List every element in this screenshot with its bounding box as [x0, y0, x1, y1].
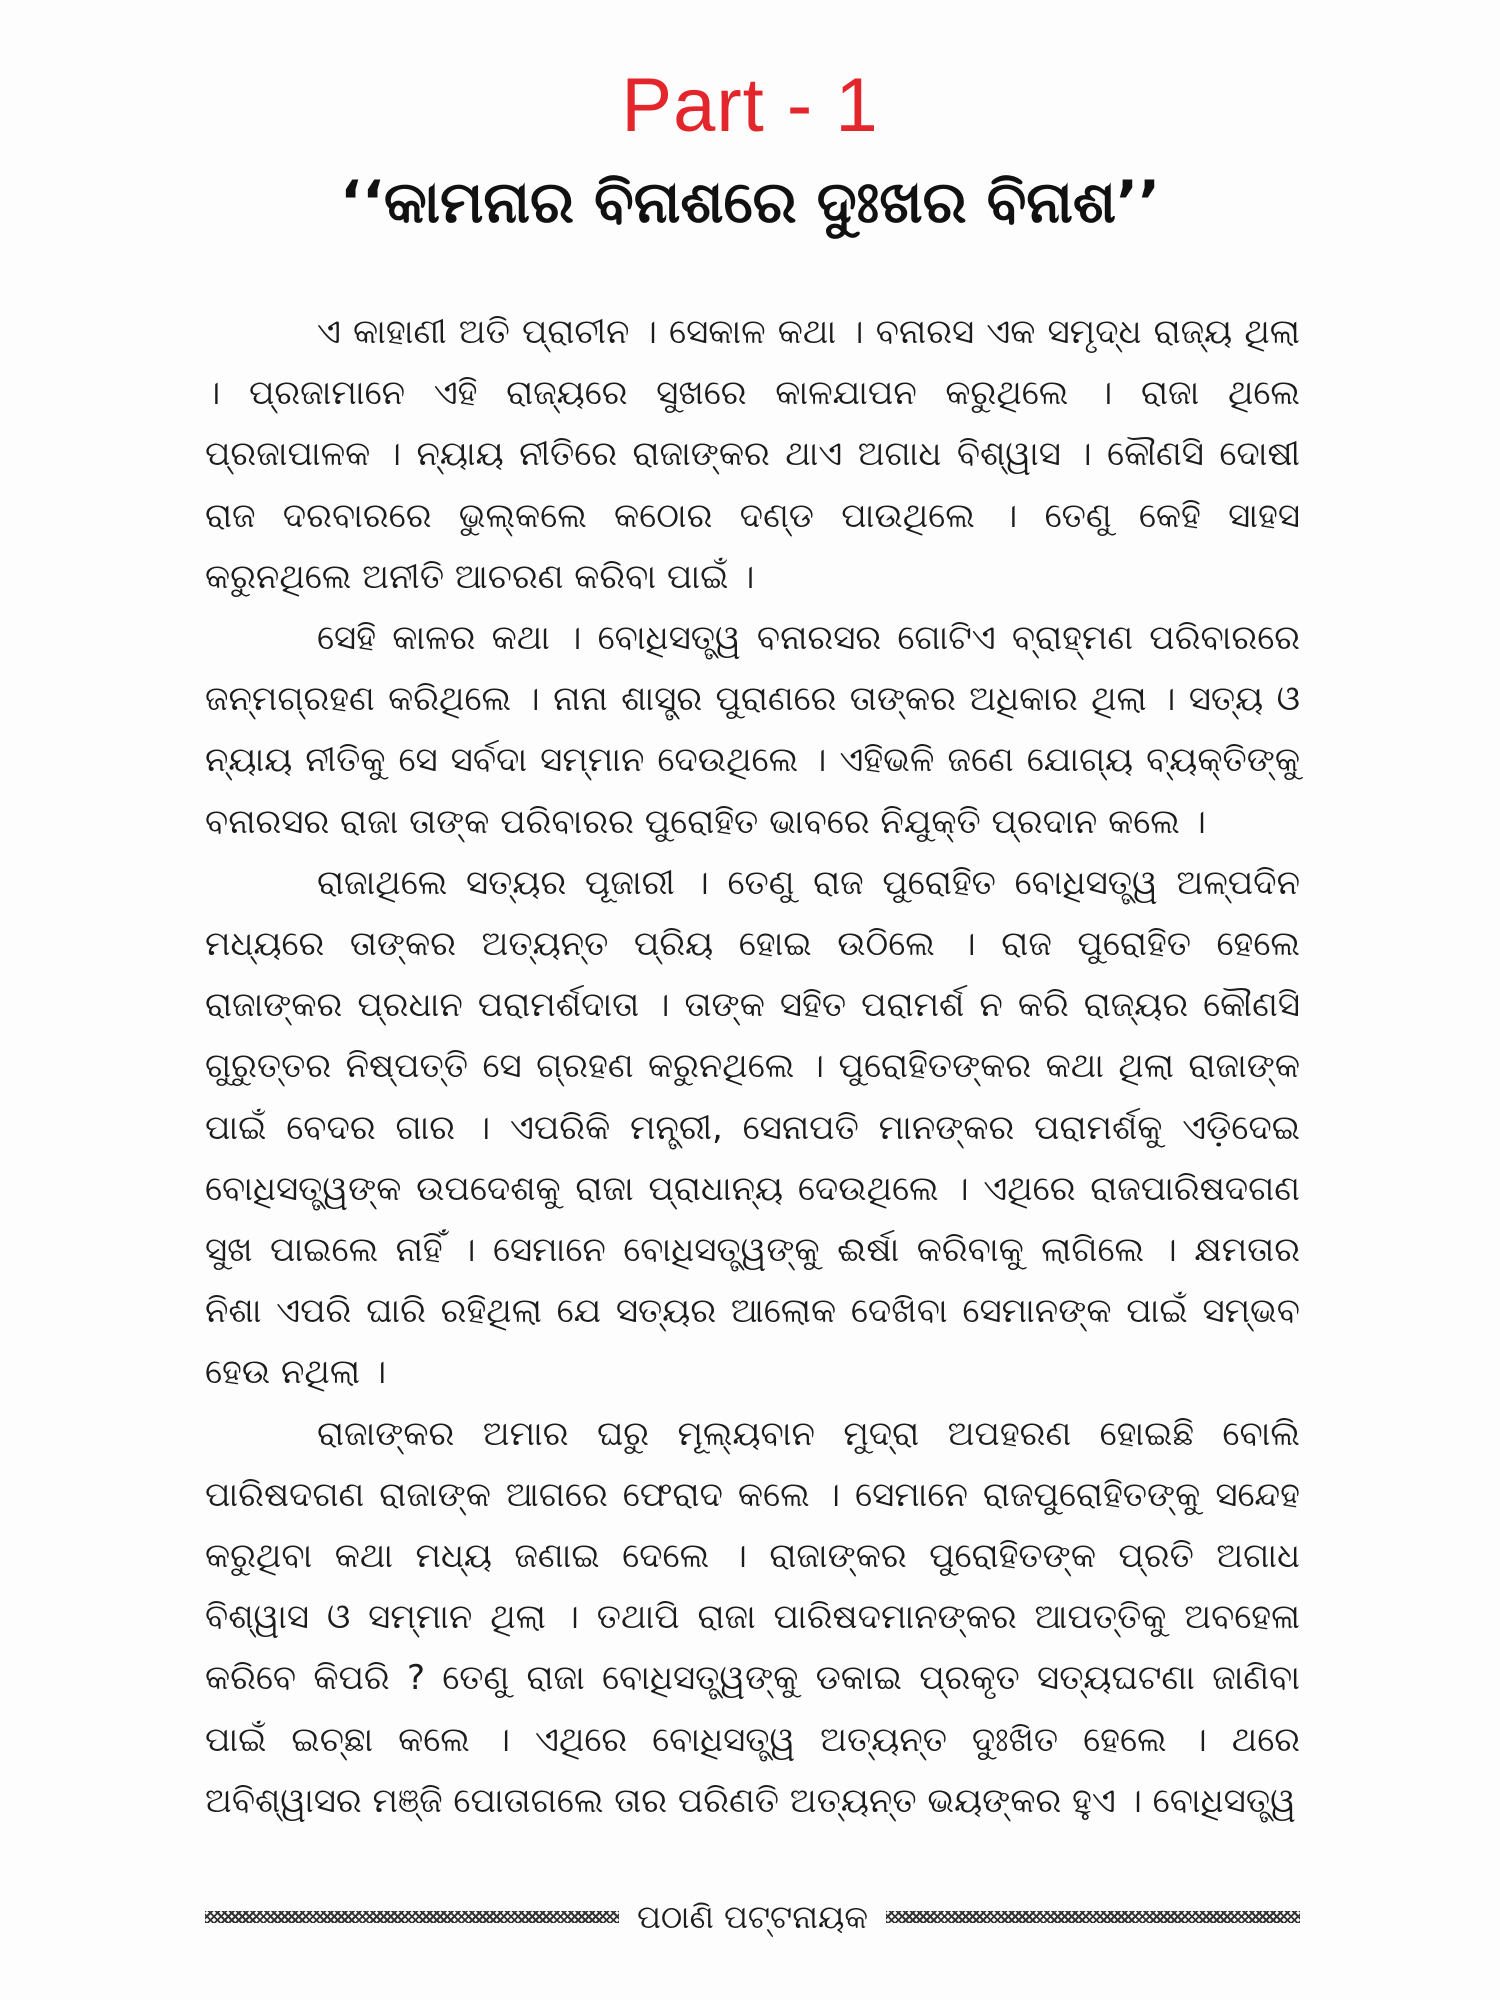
part-label: Part - 1 — [621, 63, 879, 148]
author-name: ପଠାଣି ପଟ୍ଟନାୟକ — [637, 1897, 869, 1936]
decorative-rule-right — [886, 1911, 1300, 1923]
paragraph-1: ଏ କାହାଣୀ ଅତି ପ୍ରାଚୀନ । ସେକାଳ କଥା । ବନାରସ ଏକ ସମୃଦ୍ଧ ରାଜ୍ୟ ଥିଲା । ପ୍ରଜାମାନେ ଏହି ରାଜ୍ୟରେ ସୁଖରେ କାଳଯାପନ କରୁଥିଲେ । ରାଜା ଥିଲେ ପ୍ରଜାପାଳକ । ନ୍ୟାୟ ନୀତିରେ ରାଜାଙ୍କର ଥାଏ ଅଗାଧ ବିଶ୍ୱାସ । କୌଣସି ଦୋଷୀ ରାଜ ଦରବାରରେ ଭୁଲ୍‌କଲେ କଠୋର ଦଣ୍ଡ ପାଉଥିଲେ । ତେଣୁ କେହି ସାହସ କରୁନଥିଲେ ଅନୀତି ଆଚରଣ କରିବା ପାଇଁ । — [205, 312, 1300, 597]
paragraph-4: ରାଜାଙ୍କର ଅମାର ଘରୁ ମୂଲ୍ୟବାନ ମୁଦ୍ରା ଅପହରଣ ହୋଇଛି ବୋଲି ପାରିଷଦଗଣ ରାଜାଙ୍କ ଆଗରେ ଫେରାଦ କଲେ । ସେମାନେ ରାଜପୁରୋହିତଙ୍କୁ ସନ୍ଦେହ କରୁଥିବା କଥା ମଧ୍ୟ ଜଣାଇ ଦେଲେ । ରାଜାଙ୍କର ପୁରୋହିତଙ୍କ ପ୍ରତି ଅଗାଧ ବିଶ୍ୱାସ ଓ ସମ୍ମାନ ଥିଲା । ତଥାପି ରାଜା ପାରିଷଦମାନଙ୍କର ଆପତ୍ତିକୁ ଅବହେଳା କରିବେ କିପରି ? ତେଣୁ ରାଜା ବୋଧିସତ୍ତ୍ୱଙ୍କୁ ଡକାଇ ପ୍ରକୃତ ସତ୍ୟଘଟଣା ଜାଣିବା ପାଇଁ ଇଚ୍ଛା କଲେ । ଏଥିରେ ବୋଧିସତ୍ତ୍ୱ ଅତ୍ୟନ୍ତ ଦୁଃଖିତ ହେଲେ । ଥରେ ଅବିଶ୍ୱାସର ମଞ୍ଜି ପୋତାଗଲେ ତାର ପରିଣତି ଅତ୍ୟନ୍ତ ଭୟଙ୍କର ହୁଏ । ବୋଧିସତ୍ତ୍ୱ — [205, 1413, 1300, 1821]
paragraph-2: ସେହି କାଳର କଥା । ବୋଧିସତ୍ତ୍ୱ ବନାରସର ଗୋଟିଏ ବ୍ରାହ୍ମଣ ପରିବାରରେ ଜନ୍ମଗ୍ରହଣ କରିଥିଲେ । ନାନା ଶାସ୍ତ୍ର ପୁରାଣରେ ତାଙ୍କର ଅଧିକାର ଥିଲା । ସତ୍ୟ ଓ ନ୍ୟାୟ ନୀତିକୁ ସେ ସର୍ବଦା ସମ୍ମାନ ଦେଉଥିଲେ । ଏହିଭଳି ଜଣେ ଯୋଗ୍ୟ ବ୍ୟକ୍ତିଙ୍କୁ ବନାରସର ରାଜା ତାଙ୍କ ପରିବାରର ପୁରୋହିତ ଭାବରେ ନିଯୁକ୍ତି ପ୍ରଦାନ କଲେ । — [205, 618, 1300, 842]
decorative-rule-left — [205, 1911, 619, 1923]
author-footer — [205, 1895, 1300, 1939]
paragraph-3: ରାଜାଥିଲେ ସତ୍ୟର ପୂଜାରୀ । ତେଣୁ ରାଜ ପୁରୋହିତ ବୋଧିସତ୍ତ୍ୱ ଅଳ୍ପଦିନ ମଧ୍ୟରେ ତାଙ୍କର ଅତ୍ୟନ୍ତ ପ୍ରିୟ ହୋଇ ଉଠିଲେ । ରାଜ ପୁରୋହିତ ହେଲେ ରାଜାଙ୍କର ପ୍ରଧାନ ପରାମର୍ଶଦାତା । ତାଙ୍କ ସହିତ ପରାମର୍ଶ ନ କରି ରାଜ୍ୟର କୌଣସି ଗୁରୁତ୍ତର ନିଷ୍ପତ୍ତି ସେ ଗ୍ରହଣ କରୁନଥିଲେ । ପୁରୋହିତଙ୍କର କଥା ଥିଲା ରାଜାଙ୍କ ପାଇଁ ବେଦର ଗାର । ଏପରିକି ମନ୍ତ୍ରୀ, ସେନାପତି ମାନଙ୍କର ପରାମର୍ଶକୁ ଏଡ଼ିଦେଇ ବୋଧିସତ୍ତ୍ୱଙ୍କ ଉପଦେଶକୁ ରାଜା ପ୍ରାଧାନ୍ୟ ଦେଉଥିଲେ । ଏଥିରେ ରାଜପାରିଷଦଗଣ ସୁଖ ପାଇଲେ ନାହିଁ । ସେମାନେ ବୋଧିସତ୍ତ୍ୱଙ୍କୁ ଈର୍ଷା କରିବାକୁ ଲାଗିଲେ । କ୍ଷମତାର ନିଶା ଏପରି ଘାରି ରହିଥିଲା ଯେ ସତ୍ୟର ଆଲୋକ ଦେଖିବା ସେମାନଙ୍କ ପାଇଁ ସମ୍ଭବ ହେଉ ନଥିଲା । — [205, 862, 1300, 1393]
story-title: ‘‘କାମନାର ବିନାଶରେ ଦୁଃଖର ବିନାଶ’’ — [339, 168, 1161, 236]
story-body — [205, 302, 1300, 1832]
